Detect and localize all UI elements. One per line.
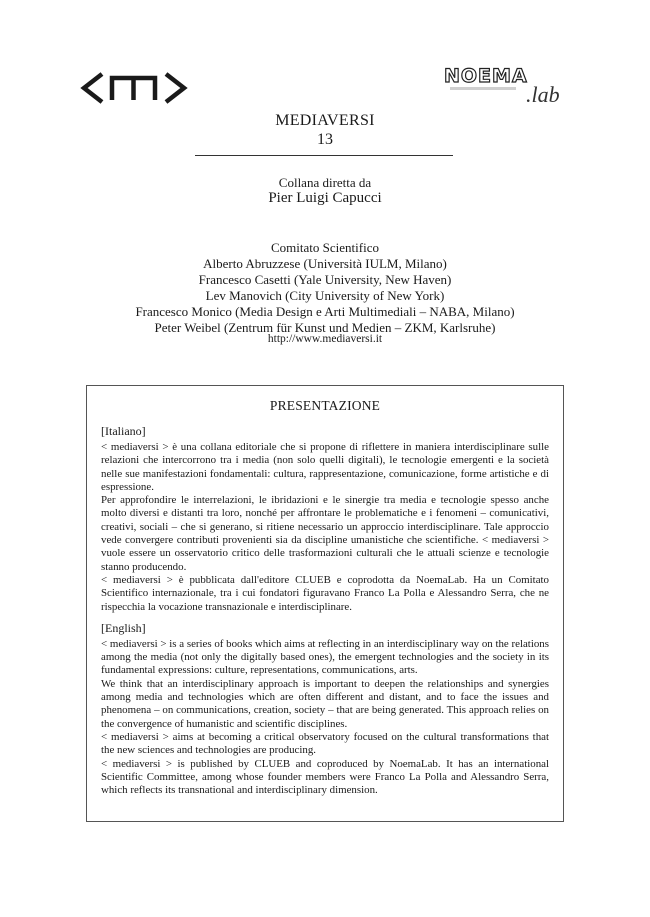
- collana-director: Pier Luigi Capucci: [268, 190, 382, 206]
- italian-paragraph: Per approfondire le interrelazioni, le ibridazioni e le sinergie tra media e tecnologie spesso anche molto diversi e distanti tra loro, nonché per affrontare le problematiche e i fenomeni – comunicativi, creativi, sociali – che si generano, si ritiene necessario un approccio interdisciplinare. Tale approccio vede convergere contributi provenienti sia da discipline umanistiche che scientifiche. < mediaversi > vuole essere un osservatorio critico delle trasformazioni culturali che le attuali scienze e tecnologie stanno producendo.: [101, 494, 549, 573]
- english-paragraph: < mediaversi > is a series of books which aims at reflecting in an interdisciplinary way on the relations among the media (not only the digitally based ones), the emergent technologies and the society in its fundamental expressions: culture, representations, communications, arts.: [101, 637, 549, 677]
- mediaversi-logo: [80, 66, 190, 110]
- series-number: 13: [317, 131, 333, 148]
- noema-logo-word: NOEMA: [444, 65, 528, 87]
- series-title: MEDIAVERSI: [275, 112, 375, 129]
- english-paragraph: < mediaversi > is published by CLUEB and coproduced by NoemaLab. It has an international Scientific Committee, among whose founder members were Franco La Polla and Alessandro Serra, which reflects its transnational and interdisciplinary dimension.: [101, 757, 549, 797]
- noemalab-logo: [444, 66, 566, 106]
- presentation-title: PRESENTAZIONE: [269, 398, 381, 413]
- committee-title: Comitato Scientifico: [271, 240, 379, 255]
- english-paragraph: We think that an interdisciplinary approach is important to deepen the relationships and synergies among media and technologies which are often different and distant, and to face the issues and phenomena – on communications, creation, society – that are being generated. This approach relies on the convergence of humanistic and scientific disciplines.: [101, 677, 549, 730]
- scientific-committee: [0, 240, 650, 336]
- noema-logo-lab: .lab: [526, 82, 560, 107]
- title-divider: [195, 155, 453, 156]
- committee-member: Alberto Abruzzese (Università IULM, Milano): [203, 256, 447, 271]
- noema-logo-bar: [450, 87, 516, 90]
- italian-label: [Italiano]: [101, 424, 146, 438]
- presentation-body: [101, 422, 549, 797]
- committee-member: Peter Weibel (Zentrum für Kunst und Medien – ZKM, Karlsruhe): [154, 320, 496, 335]
- italian-paragraph: < mediaversi > è pubblicata dall'editore CLUEB e coprodotta da NoemaLab. Ha un Comitato Scientifico internazionale, tra i cui fondatori figuravano Franco La Polla e Alessandro Serra, che ne rispecchia la vocazione transnazionale e interdisciplinare.: [101, 573, 549, 613]
- website-link[interactable]: http://www.mediaversi.it: [267, 333, 383, 345]
- presentation-box: [86, 385, 564, 822]
- committee-member: Francesco Casetti (Yale University, New Haven): [198, 272, 452, 287]
- english-paragraph: < mediaversi > aims at becoming a critical observatory focused on the cultural transformations that the new sciences and technologies are producing.: [101, 730, 549, 757]
- committee-member: Lev Manovich (City University of New York): [205, 288, 445, 303]
- collana-label: Collana diretta da: [278, 175, 372, 190]
- english-label: [English]: [101, 620, 146, 635]
- italian-paragraph: < mediaversi > è una collana editoriale che si propone di riflettere in maniera interdisciplinare sulle relazioni che intercorrono tra i media (non solo quelli digitali), le tecnologie emergenti e la società nelle sue manifestazioni fondamentali: cultura, rappresentazione, comunicazione, forme artistiche e di espressione.: [101, 441, 549, 493]
- committee-member: Francesco Monico (Media Design e Arti Multimediali – NABA, Milano): [135, 304, 515, 319]
